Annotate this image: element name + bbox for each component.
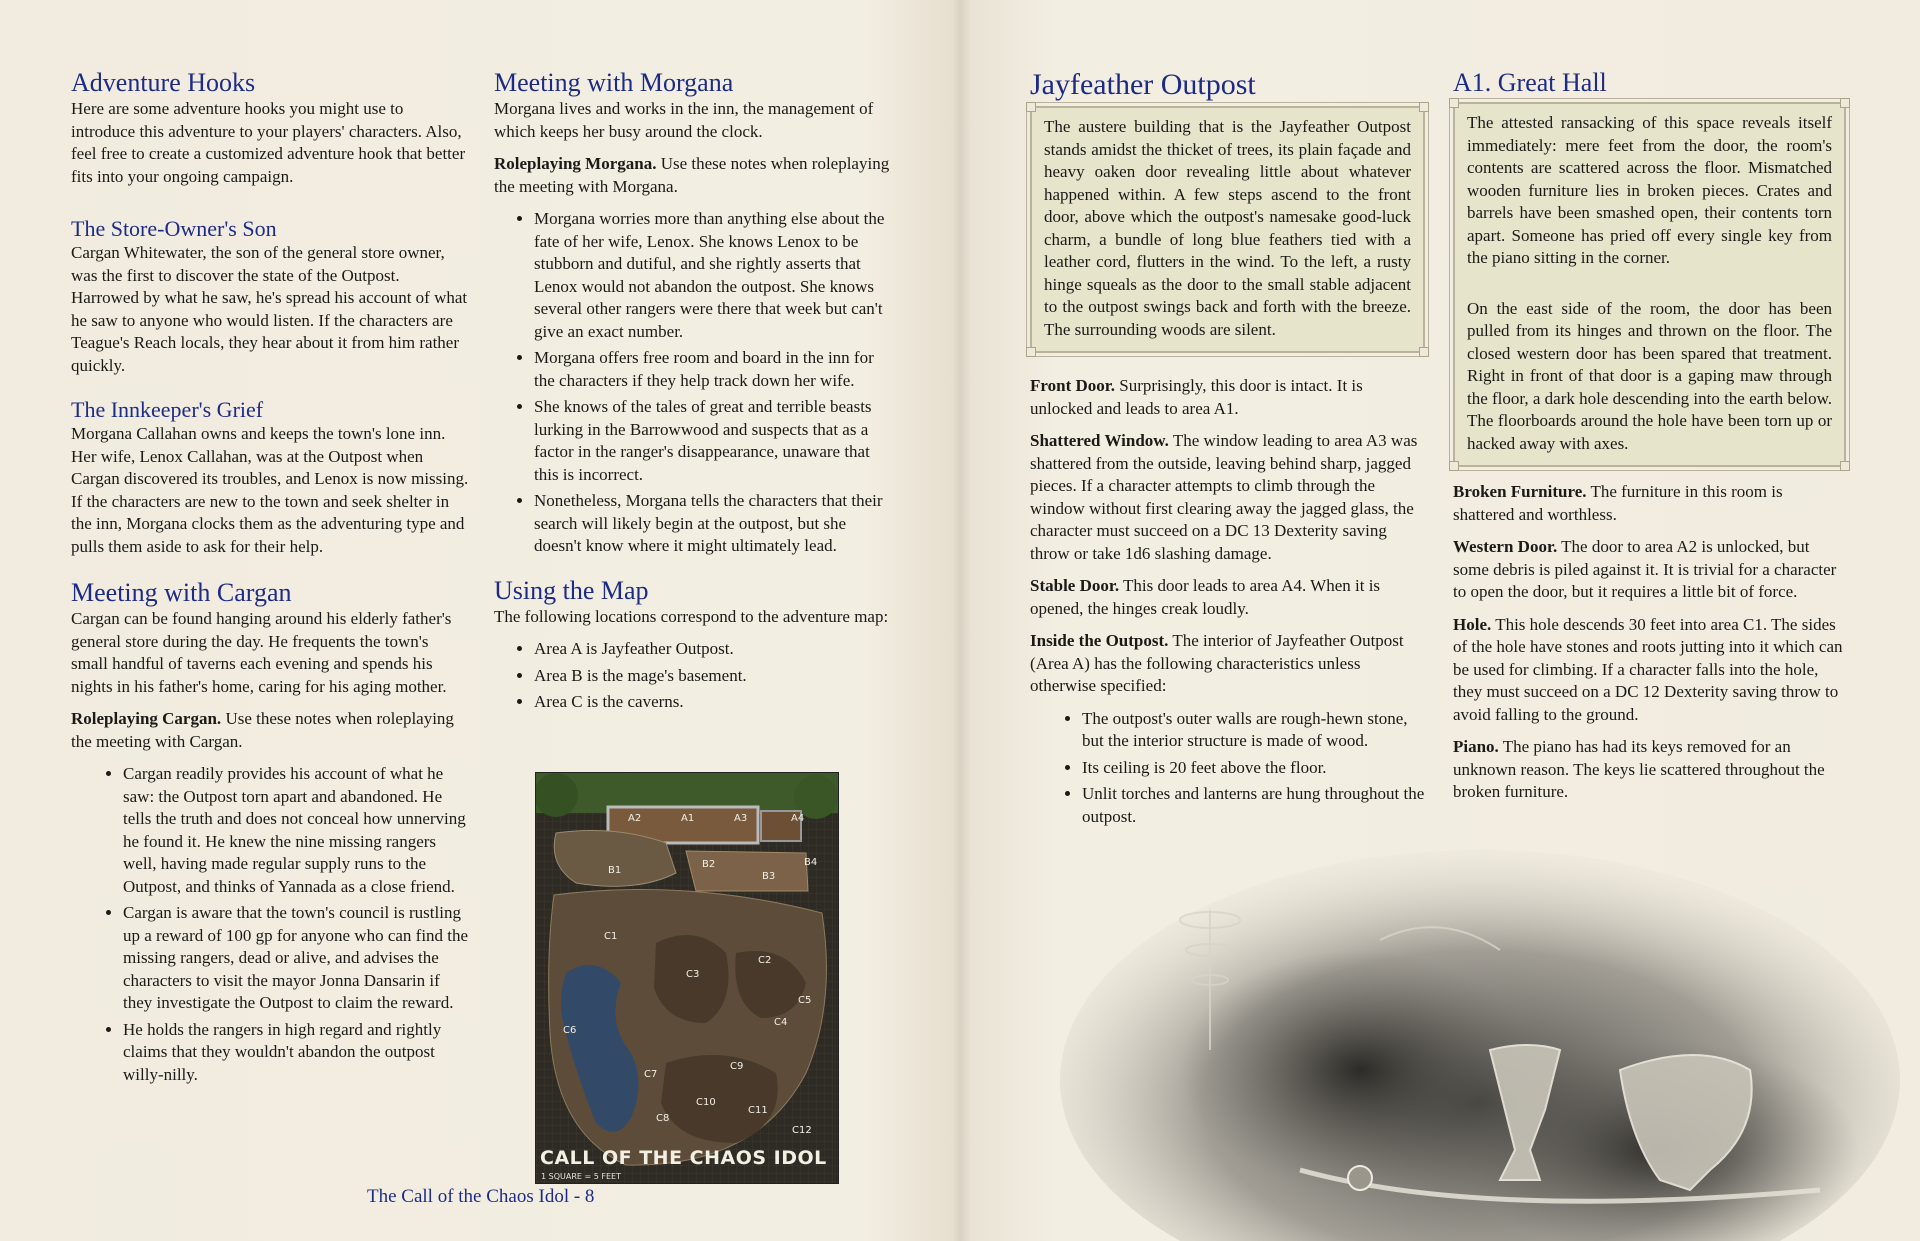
stable-door-text: This door leads to area A4. When it is opened, the hinges creak loudly. <box>1030 576 1381 618</box>
list-item: • Cargan readily provides his account of what he saw: the Outpost torn apart and abandoned. He tells the truth and does not conceal how unnerving he found it. He knew the nine missing rangers well, having made regular supply runs to the Outpost, and thinks of Yannada as a close friend. <box>123 763 469 898</box>
broken-furniture-lead: Broken Furniture. <box>1453 482 1587 501</box>
shattered-window-paragraph <box>1030 430 1425 565</box>
western-door-text: The door to area A2 is unlocked, but some debris is piled against it. It is trivial for a character to open the door, but it requires a little bit of force. <box>1453 537 1837 601</box>
right-column-2 <box>1453 68 1846 814</box>
using-the-map-text: The following locations correspond to the adventure map: <box>494 606 889 626</box>
front-door-lead: Front Door. <box>1030 376 1115 395</box>
outpost-box-text: The austere building that is the Jayfeather Outpost stands amidst the thicket of trees, its plain façade and heavy oaken door revealing little about whatever happened within. A few steps ascend to the front door, above which the outpost's namesake good-luck charm, a bundle of long blue feathers tied with a leather cord, flutters in the wind. To the left, a rusty hinge squeals as the door to the small stable adjacent to the outpost swings back and forth with the breeze. The surrounding woods are silent. <box>1044 117 1411 339</box>
list-item: • Morgana offers free room and board in the inn for the characters if they help track down her wife. <box>534 347 894 392</box>
box-corner <box>1840 98 1850 108</box>
adventure-map <box>535 772 839 1184</box>
map-label-c3: C3 <box>686 969 700 980</box>
roleplaying-morgana-paragraph <box>494 153 894 198</box>
box-corner <box>1419 102 1429 112</box>
map-label-b4: B4 <box>804 857 818 868</box>
map-label-c9: C9 <box>730 1061 744 1072</box>
map-label-b2: B2 <box>702 859 716 870</box>
map-label-c11: C11 <box>748 1105 768 1116</box>
shattered-window-text: The window leading to area A3 was shattered from the outside, leaving behind sharp, jagged pieces. If a character attempts to climb through the window without first clearing away the jagged glass, the character must succeed on a DC 13 Dexterity saving throw or take 1d6 slashing damage. <box>1030 431 1418 563</box>
list-item: • The outpost's outer walls are rough-hewn stone, but the interior structure is made of wood. <box>1082 708 1425 753</box>
roleplaying-cargan-lead: Roleplaying Cargan. <box>71 709 222 728</box>
map-label-c6: C6 <box>563 1025 577 1036</box>
illustration-drawing <box>1060 850 1900 1241</box>
great-hall-box-text-1: The attested ransacking of this space reveals itself immediately: mere feet from the door, the room's contents are scattered across the floor. Mismatched wooden furniture lies in broken pieces. Crates and barrels have been smashed open, their contents torn apart. Someone has pried off every single key from the piano sitting in the corner. <box>1467 113 1832 267</box>
box-corner <box>1026 102 1036 112</box>
map-label-a4: A4 <box>791 813 805 824</box>
list-item: • Unlit torches and lanterns are hung throughout the outpost. <box>1082 783 1425 828</box>
roleplaying-cargan-paragraph <box>71 708 469 753</box>
map-label-c12: C12 <box>792 1125 812 1136</box>
box-corner <box>1449 461 1459 471</box>
adventure-hooks-heading: Adventure Hooks <box>71 68 256 97</box>
innkeepers-grief-text: Morgana Callahan owns and keeps the town's lone inn. Her wife, Lenox Callahan, was at the Outpost when Cargan discovered its troubles, and Lenox is now missing. If the characters are new to the town and seek shelter in the inn, Morgana clocks them as the adventuring type and pulls them aside to ask for their help. <box>71 424 469 556</box>
box-corner <box>1840 461 1850 471</box>
cargan-notes-list <box>71 763 469 1086</box>
list-item: • Nonetheless, Morgana tells the characters that their search will likely begin at the outpost, but she doesn't know where it might ultimately lead. <box>534 490 894 558</box>
hole-paragraph <box>1453 614 1846 727</box>
inside-outpost-paragraph <box>1030 630 1425 698</box>
list-item: • Cargan is aware that the town's council is rustling up a reward of 100 gp for anyone who can find the missing rangers, dead or alive, and advises the characters to visit the mayor Jonna Dansarin if they investigate the Outpost to claim the reward. <box>123 902 469 1015</box>
store-owners-son-heading: The Store-Owner's Son <box>71 216 277 241</box>
meeting-with-cargan-heading: Meeting with Cargan <box>71 578 292 607</box>
box-corner <box>1419 347 1429 357</box>
list-item: • Morgana worries more than anything else about the fate of her wife, Lenox. She knows Lenox to be stubborn and dutiful, and she rightly asserts that Lenox would not abandon the outpost. She knows several other rangers were there that week but can't give an exact number. <box>534 208 894 343</box>
meeting-with-cargan-text: Cargan can be found hanging around his elderly father's general store during the day. He frequents the town's small handful of taverns each evening and spends his nights in his father's home, caring for his aging mother. <box>71 609 452 696</box>
list-item: • Area C is the caverns. <box>534 691 894 714</box>
shattered-window-lead: Shattered Window. <box>1030 431 1169 450</box>
hole-text: This hole descends 30 feet into area C1. The sides of the hole have stones and roots jutting into it which can be used for climbing. If a character falls into the hole, they must succeed on a DC 12 Dexterity saving throw to avoid falling to the ground. <box>1453 614 1843 724</box>
map-label-a3: A3 <box>734 813 748 824</box>
map-label-a2: A2 <box>628 813 642 824</box>
map-scale: 1 SQUARE = 5 FEET <box>541 1172 621 1181</box>
piano-text: The piano has had its keys removed for an unknown reason. The keys lie scattered throughout the broken furniture. <box>1453 737 1825 801</box>
list-item: • Area B is the mage's basement. <box>534 665 894 688</box>
map-label-c2: C2 <box>758 955 772 966</box>
western-door-paragraph <box>1453 536 1846 604</box>
map-label-c1: C1 <box>604 931 618 942</box>
inside-outpost-lead: Inside the Outpost. <box>1030 631 1169 650</box>
using-the-map-heading: Using the Map <box>494 575 649 605</box>
roleplaying-cargan-text: Use these notes when roleplaying the meeting with Cargan. <box>71 709 454 751</box>
stable-door-paragraph <box>1030 575 1425 620</box>
outpost-characteristics-list <box>1030 708 1425 829</box>
left-column-1 <box>71 68 469 1096</box>
great-hall-box-text-2: On the east side of the room, the door has been pulled from its hinges and thrown on the floor. The closed western door has been spared that treatment. Right in front of that door is a gaping maw through the floor, a dark hole descending into the earth below. The floorboards around the hole have been torn up or hacked away with axes. <box>1467 298 1833 453</box>
broken-furniture-paragraph <box>1453 481 1846 526</box>
map-label-c7: C7 <box>644 1069 658 1080</box>
box-corner <box>1026 347 1036 357</box>
great-hall-read-aloud-box <box>1453 102 1846 467</box>
list-item: • Its ceiling is 20 feet above the floor. <box>1082 757 1425 780</box>
page-footer: The Call of the Chaos Idol - 8 <box>367 1186 595 1207</box>
adventure-hooks-text: Here are some adventure hooks you might use to introduce this adventure to your players' characters. Also, feel free to create a customized adventure hook that better fits into your ongoing campaign. <box>71 99 466 186</box>
list-item: • He holds the rangers in high regard and rightly claims that they wouldn't abandon the outpost willy-nilly. <box>123 1019 469 1087</box>
roleplaying-morgana-lead: Roleplaying Morgana. <box>494 154 657 173</box>
list-item: • Area A is Jayfeather Outpost. <box>534 638 894 661</box>
box-corner <box>1449 98 1459 108</box>
morgana-notes-list <box>494 208 894 558</box>
jayfeather-outpost-heading: Jayfeather Outpost <box>1030 68 1256 101</box>
front-door-text: Surprisingly, this door is intact. It is unlocked and leads to area A1. <box>1030 376 1363 418</box>
map-label-c10: C10 <box>696 1097 716 1108</box>
map-label-c5: C5 <box>798 995 812 1006</box>
stable-door-lead: Stable Door. <box>1030 576 1120 595</box>
map-label-c8: C8 <box>656 1113 670 1124</box>
map-label-a1: A1 <box>681 813 695 824</box>
inside-outpost-text: The interior of Jayfeather Outpost (Area A) has the following characteristics unless otherwise specified: <box>1030 631 1404 695</box>
broken-furniture-text: The furniture in this room is shattered and worthless. <box>1453 482 1783 524</box>
front-door-paragraph <box>1030 375 1425 420</box>
hole-lead: Hole. <box>1453 614 1492 634</box>
map-label-b1: B1 <box>608 865 622 876</box>
map-title: CALL OF THE CHAOS IDOL <box>540 1147 827 1169</box>
left-column-2 <box>494 68 894 724</box>
store-owners-son-text: Cargan Whitewater, the son of the general store owner, was the first to discover the state of the Outpost. Harrowed by what he saw, he's spread his account of what he saw to anyone who would listen. If the characters are Teague's Reach locals, they hear about it from him rather quickly. <box>71 243 468 375</box>
meeting-with-morgana-text: Morgana lives and works in the inn, the management of which keeps her busy around the clock. <box>494 99 874 141</box>
roleplaying-morgana-text: Use these notes when roleplaying the meeting with Morgana. <box>494 154 890 196</box>
western-door-lead: Western Door. <box>1453 537 1558 556</box>
map-label-b3: B3 <box>762 871 776 882</box>
piano-lead: Piano. <box>1453 737 1499 756</box>
map-areas-list <box>494 638 894 714</box>
great-hall-heading: A1. Great Hall <box>1453 68 1607 97</box>
piano-paragraph <box>1453 736 1846 804</box>
meeting-with-morgana-heading: Meeting with Morgana <box>494 68 734 97</box>
list-item: • She knows of the tales of great and terrible beasts lurking in the Barrowwood and suspects that as a factor in the ranger's disappearance, unaware that this is incorrect. <box>534 396 894 486</box>
outpost-read-aloud-box <box>1030 106 1425 353</box>
goblet-illustration <box>1060 850 1900 1241</box>
map-label-c4: C4 <box>774 1017 788 1028</box>
innkeepers-grief-heading: The Innkeeper's Grief <box>71 397 264 422</box>
right-column-1 <box>1030 68 1425 838</box>
